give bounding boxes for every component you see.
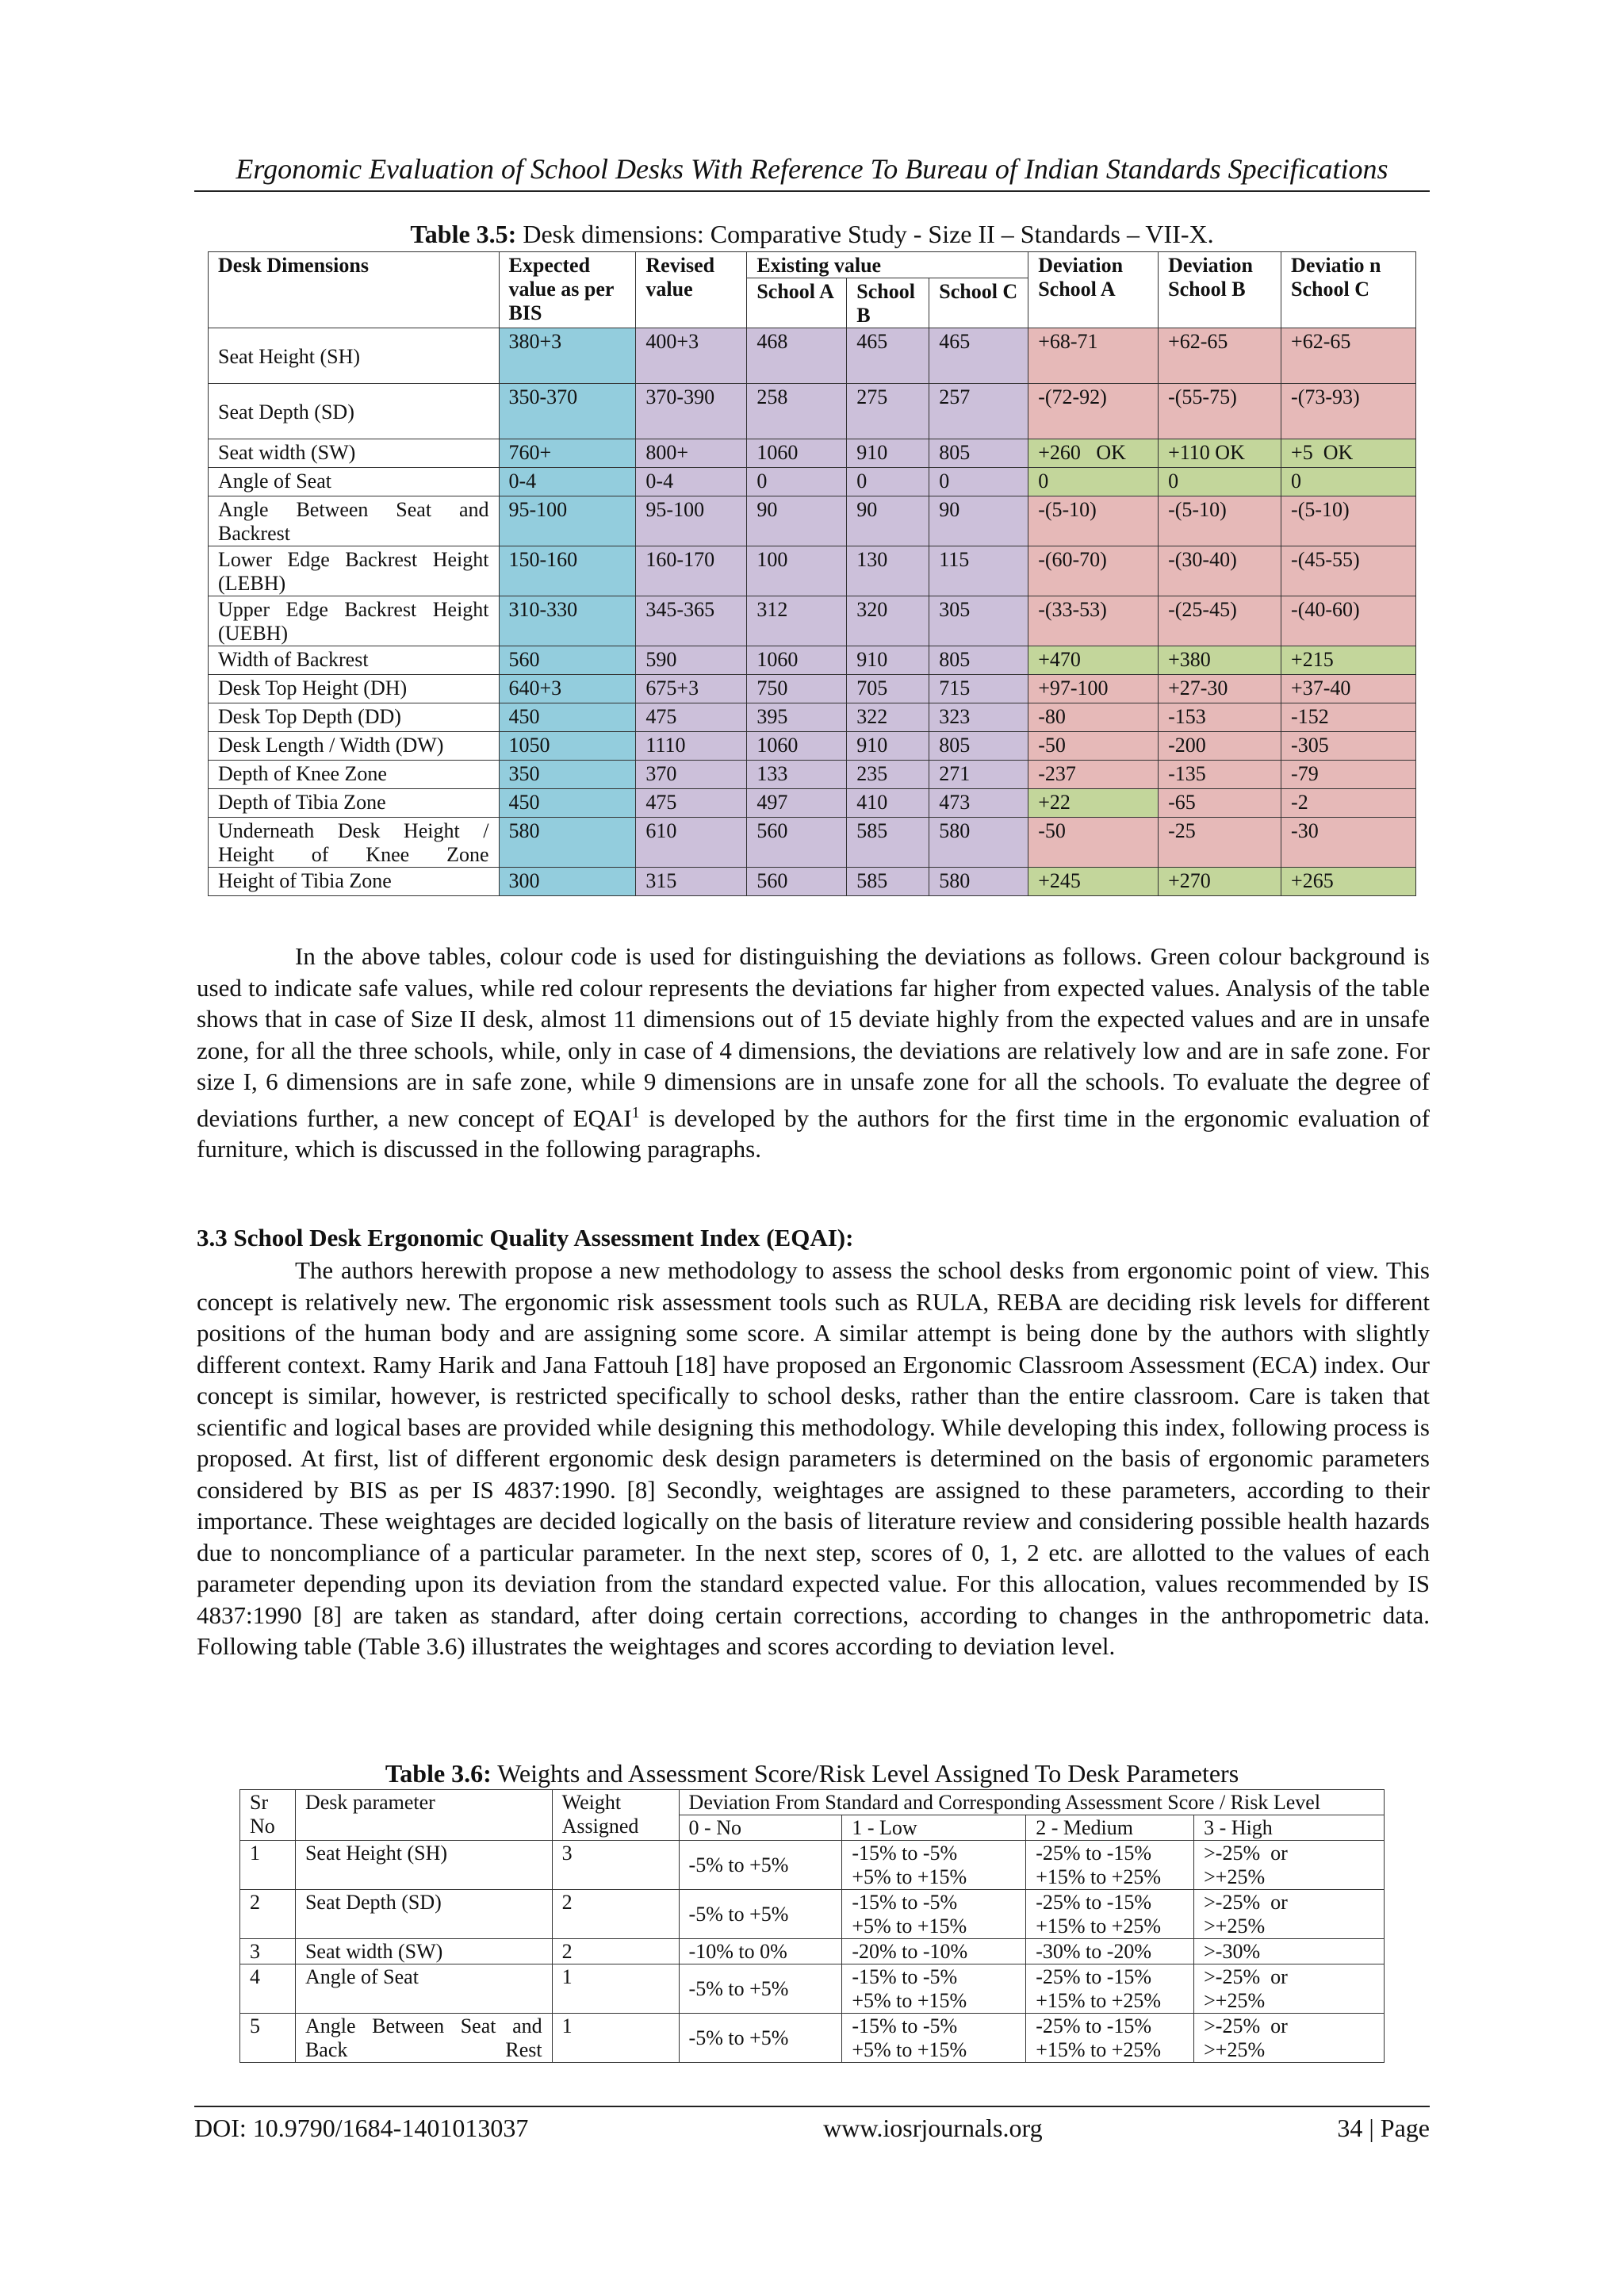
header-dimension: Desk Dimensions — [209, 252, 500, 328]
cell-expected: 760+ — [499, 439, 636, 468]
cell-deviation: +27-30 — [1159, 675, 1281, 703]
header-deviation: Deviation From Standard and Corresponding Assessment Score / Risk Level — [679, 1790, 1384, 1815]
header-school-a: School A — [747, 278, 847, 328]
para1-text-a: In the above tables, colour code is used for distinguishing the deviations as follows. Green colour background is used to indicate safe values, while red colour represents the deviations far higher from expected values. Analysis of the table shows that in case of Size II desk, almost 11 dimensions out of 15 deviate highly from the expected values and are in unsafe zone, for all the three schools, while, only in case of 4 dimensions, the deviations are relatively low and are in safe zone. For size I, 6 dimensions are in safe zone, while 9 dimensions are in unsafe zone for all the schools. To evaluate the degree of deviations further, a new concept of EQAI — [197, 942, 1430, 1132]
cell-school-c: 271 — [929, 761, 1028, 789]
table-row — [209, 468, 1416, 496]
cell-deviation: -80 — [1028, 703, 1159, 732]
cell-level-2-line-1: -25% to -15% — [1036, 1842, 1152, 1865]
cell-deviation: -(30-40) — [1159, 546, 1281, 596]
cell-revised: 610 — [636, 818, 747, 868]
cell-dimension: Desk Length / Width (DW) — [209, 732, 500, 761]
cell-school-b: 130 — [847, 546, 929, 596]
table-row — [209, 384, 1416, 439]
header-param: Desk parameter — [295, 1790, 552, 1841]
cell-revised: 315 — [636, 868, 747, 896]
cell-level-0: -5% to +5% — [679, 2014, 842, 2063]
table-row — [209, 761, 1416, 789]
cell-school-b: 585 — [847, 868, 929, 896]
cell-level-2 — [1026, 1964, 1194, 2014]
cell-level-2-line-2: +15% to +25% — [1036, 2038, 1162, 2061]
cell-weight: 2 — [552, 1890, 679, 1939]
cell-sr: 5 — [240, 2014, 296, 2063]
table36-row — [240, 2014, 1385, 2063]
cell-level-3-line-2: >+25% — [1204, 1865, 1266, 1888]
cell-level-3-line-2: >+25% — [1204, 2038, 1266, 2061]
cell-school-b: 235 — [847, 761, 929, 789]
cell-level-2-line-1: -25% to -15% — [1036, 1965, 1152, 1988]
para2-text: The authors herewith propose a new methodology to assess the school desks from ergonomic point of view. This concept is relatively new. The ergonomic risk assessment tools such as RULA, REBA are deciding risk levels for different positions of the human body and are assigning some score. A similar attempt is being done by the authors with slightly different context. Ramy Harik and Jana Fattouh [18] have proposed an Ergonomic Classroom Assessment (ECA) index. Our concept is similar, however, is restricted specifically to school desks, rather than the entire classroom. Care is taken that scientific and logical bases are provided while designing this methodology. While developing this index, following process is proposed. At first, list of different ergonomic desk design parameters is determined on the basis of ergonomic parameters considered by BIS as per IS 4837:1990. [8] Secondly, weightages are assigned to these parameters, according to their importance. These weightages are decided logically on the basis of literature review and considering possible health hazards due to noncompliance of a particular parameter. In the next step, scores of 0, 1, 2 etc. are allotted to the values of each parameter depending upon its deviation from the standard expected value. For this allocation, values recommended by IS 4837:1990 [8] are taken as standard, after doing certain corrections, according to changes in the anthropometric data. Following table (Table 3.6) illustrates the weightages and scores according to deviation level. — [197, 1256, 1430, 1660]
cell-param: Seat width (SW) — [295, 1939, 552, 1964]
cell-level-1 — [842, 1841, 1026, 1890]
cell-school-b: 910 — [847, 439, 929, 468]
cell-revised: 475 — [636, 703, 747, 732]
header-revised: Revised value — [636, 252, 747, 328]
cell-revised: 590 — [636, 646, 747, 675]
cell-deviation: -(40-60) — [1281, 596, 1416, 646]
cell-deviation: 0 — [1159, 468, 1281, 496]
footer-doi: DOI: 10.9790/1684-1401013037 — [194, 2114, 529, 2142]
cell-level-1 — [842, 1890, 1026, 1939]
cell-deviation: -(5-10) — [1159, 496, 1281, 546]
cell-revised: 160-170 — [636, 546, 747, 596]
caption-title-36: Weights and Assessment Score/Risk Level Assigned To Desk Parameters — [491, 1759, 1239, 1788]
table-row — [209, 546, 1416, 596]
cell-deviation: -(72-92) — [1028, 384, 1159, 439]
header-level-2: 2 - Medium — [1026, 1815, 1194, 1841]
cell-sr: 4 — [240, 1964, 296, 2014]
cell-weight: 2 — [552, 1939, 679, 1964]
cell-school-b: 585 — [847, 818, 929, 868]
table-3-6 — [239, 1789, 1385, 2063]
cell-deviation: +37-40 — [1281, 675, 1416, 703]
cell-deviation: -50 — [1028, 732, 1159, 761]
caption-label-36: Table 3.6: — [385, 1759, 492, 1788]
cell-revised: 370 — [636, 761, 747, 789]
cell-school-c: 805 — [929, 732, 1028, 761]
cell-school-b: 320 — [847, 596, 929, 646]
cell-dimension: Height of Tibia Zone — [209, 868, 500, 896]
table-row — [209, 328, 1416, 384]
table-header-row — [209, 252, 1416, 278]
cell-level-1 — [842, 1964, 1026, 2014]
cell-deviation: -50 — [1028, 818, 1159, 868]
cell-deviation: 0 — [1028, 468, 1159, 496]
cell-expected: 350 — [499, 761, 636, 789]
cell-school-a: 560 — [747, 818, 847, 868]
cell-level-3-line-1: >-25% or — [1204, 2014, 1288, 2037]
cell-level-1-line-2: +5% to +15% — [852, 1915, 967, 1938]
cell-deviation: -(33-53) — [1028, 596, 1159, 646]
running-head: Ergonomic Evaluation of School Desks With Reference To Bureau of Indian Standards Specifications — [194, 152, 1430, 192]
cell-school-c: 257 — [929, 384, 1028, 439]
table-row — [209, 675, 1416, 703]
cell-school-a: 90 — [747, 496, 847, 546]
cell-level-3-line-1: >-25% or — [1204, 1965, 1288, 1988]
header-existing: Existing value — [747, 252, 1028, 278]
table-3-5 — [208, 251, 1416, 896]
cell-deviation: +62-65 — [1281, 328, 1416, 384]
cell-dimension: Lower Edge Backrest Height (LEBH) — [209, 546, 500, 596]
cell-school-c: 580 — [929, 818, 1028, 868]
cell-dimension: Seat Height (SH) — [209, 328, 500, 384]
header-sr: Sr No — [240, 1790, 296, 1841]
table36-row — [240, 1964, 1385, 2014]
cell-param: Angle Between Seat and Back Rest — [295, 2014, 552, 2063]
cell-deviation: +5 OK — [1281, 439, 1416, 468]
footnote-mark: 1 — [631, 1103, 640, 1121]
table-row — [209, 496, 1416, 546]
cell-school-a: 395 — [747, 703, 847, 732]
cell-school-a: 312 — [747, 596, 847, 646]
cell-level-3-line-2: >+25% — [1204, 1989, 1266, 2012]
cell-dimension: Depth of Knee Zone — [209, 761, 500, 789]
table36-header-row — [240, 1790, 1385, 1815]
cell-school-b: 465 — [847, 328, 929, 384]
cell-weight: 1 — [552, 1964, 679, 2014]
cell-level-2-line-1: -25% to -15% — [1036, 1891, 1152, 1914]
table-row — [209, 703, 1416, 732]
cell-deviation: -135 — [1159, 761, 1281, 789]
cell-deviation: -(25-45) — [1159, 596, 1281, 646]
cell-deviation: -2 — [1281, 789, 1416, 818]
cell-level-3 — [1194, 1939, 1385, 1964]
cell-school-c: 0 — [929, 468, 1028, 496]
cell-deviation: 0 — [1281, 468, 1416, 496]
cell-deviation: -65 — [1159, 789, 1281, 818]
cell-deviation: +97-100 — [1028, 675, 1159, 703]
cell-school-b: 322 — [847, 703, 929, 732]
header-deviation-a: Deviation School A — [1028, 252, 1159, 328]
header-weight: Weight Assigned — [552, 1790, 679, 1841]
cell-expected: 1050 — [499, 732, 636, 761]
header-expected: Expected value as per BIS — [499, 252, 636, 328]
footer-site: www.iosrjournals.org — [823, 2114, 1043, 2142]
table-3-6-caption — [0, 1759, 1624, 1788]
cell-revised: 345-365 — [636, 596, 747, 646]
cell-deviation: +270 — [1159, 868, 1281, 896]
caption-label: Table 3.5: — [410, 220, 517, 248]
cell-deviation: -(55-75) — [1159, 384, 1281, 439]
cell-level-3-line-1: >-30% — [1204, 1940, 1261, 1963]
cell-level-2-line-1: -30% to -20% — [1036, 1940, 1152, 1963]
table-row — [209, 868, 1416, 896]
cell-level-3-line-1: >-25% or — [1204, 1891, 1288, 1914]
cell-revised: 675+3 — [636, 675, 747, 703]
header-deviation-c: Deviatio n School C — [1281, 252, 1416, 328]
cell-revised: 400+3 — [636, 328, 747, 384]
table-row — [209, 439, 1416, 468]
cell-deviation: -152 — [1281, 703, 1416, 732]
cell-sr: 1 — [240, 1841, 296, 1890]
para1-text-b: is developed by the authors for the first time in the ergonomic evaluation of furniture, which is discussed in the following paragraphs. — [197, 1103, 1430, 1163]
cell-param: Seat Height (SH) — [295, 1841, 552, 1890]
cell-dimension: Angle of Seat — [209, 468, 500, 496]
cell-level-1 — [842, 2014, 1026, 2063]
cell-level-1-line-2: +5% to +15% — [852, 1989, 967, 2012]
cell-school-c: 465 — [929, 328, 1028, 384]
cell-expected: 150-160 — [499, 546, 636, 596]
cell-dimension: Underneath Desk Height / Height of Knee Zone — [209, 818, 500, 868]
cell-expected: 350-370 — [499, 384, 636, 439]
cell-expected: 450 — [499, 703, 636, 732]
cell-deviation: -30 — [1281, 818, 1416, 868]
cell-level-2-line-1: -25% to -15% — [1036, 2014, 1152, 2037]
header-school-b: School B — [847, 278, 929, 328]
cell-school-a: 0 — [747, 468, 847, 496]
cell-school-c: 580 — [929, 868, 1028, 896]
cell-school-b: 90 — [847, 496, 929, 546]
cell-level-1-line-2: +5% to +15% — [852, 2038, 967, 2061]
cell-level-1 — [842, 1939, 1026, 1964]
cell-level-2-line-2: +15% to +25% — [1036, 1989, 1162, 2012]
cell-school-a: 497 — [747, 789, 847, 818]
cell-level-0: -5% to +5% — [679, 1841, 842, 1890]
cell-school-a: 133 — [747, 761, 847, 789]
cell-param: Angle of Seat — [295, 1964, 552, 2014]
header-deviation-b: Deviation School B — [1159, 252, 1281, 328]
cell-deviation: -(73-93) — [1281, 384, 1416, 439]
cell-deviation: -(45-55) — [1281, 546, 1416, 596]
table36-row — [240, 1890, 1385, 1939]
cell-level-2 — [1026, 1939, 1194, 1964]
cell-school-a: 100 — [747, 546, 847, 596]
header-school-c: School C — [929, 278, 1028, 328]
cell-deviation: +380 — [1159, 646, 1281, 675]
cell-revised: 475 — [636, 789, 747, 818]
table-row — [209, 646, 1416, 675]
header-level-3: 3 - High — [1194, 1815, 1385, 1841]
cell-deviation: +110 OK — [1159, 439, 1281, 468]
cell-deviation: -305 — [1281, 732, 1416, 761]
cell-level-3-line-2: >+25% — [1204, 1915, 1266, 1938]
cell-dimension: Width of Backrest — [209, 646, 500, 675]
table-row — [209, 596, 1416, 646]
cell-expected: 380+3 — [499, 328, 636, 384]
table-row — [209, 789, 1416, 818]
cell-expected: 560 — [499, 646, 636, 675]
table36-row — [240, 1841, 1385, 1890]
cell-dimension: Angle Between Seat and Backrest — [209, 496, 500, 546]
cell-level-2 — [1026, 1890, 1194, 1939]
cell-school-b: 910 — [847, 732, 929, 761]
table-3-5-caption — [0, 220, 1624, 248]
cell-school-a: 750 — [747, 675, 847, 703]
cell-expected: 95-100 — [499, 496, 636, 546]
cell-level-1-line-1: -15% to -5% — [852, 1965, 958, 1988]
cell-school-a: 1060 — [747, 439, 847, 468]
cell-level-1-line-1: -15% to -5% — [852, 1842, 958, 1865]
cell-school-c: 805 — [929, 439, 1028, 468]
paragraph-colour-code — [197, 941, 1430, 1165]
cell-level-3 — [1194, 1964, 1385, 2014]
table-row — [209, 732, 1416, 761]
cell-deviation: -153 — [1159, 703, 1281, 732]
header-level-0: 0 - No — [679, 1815, 842, 1841]
cell-level-3 — [1194, 2014, 1385, 2063]
cell-level-2-line-2: +15% to +25% — [1036, 1865, 1162, 1888]
paragraph-eqai — [197, 1255, 1430, 1662]
cell-deviation: +245 — [1028, 868, 1159, 896]
cell-expected: 580 — [499, 818, 636, 868]
cell-deviation: -79 — [1281, 761, 1416, 789]
cell-revised: 370-390 — [636, 384, 747, 439]
cell-school-a: 1060 — [747, 646, 847, 675]
cell-school-a: 1060 — [747, 732, 847, 761]
cell-school-a: 468 — [747, 328, 847, 384]
cell-school-b: 705 — [847, 675, 929, 703]
cell-school-c: 323 — [929, 703, 1028, 732]
cell-deviation: -(60-70) — [1028, 546, 1159, 596]
cell-school-a: 258 — [747, 384, 847, 439]
cell-level-2 — [1026, 2014, 1194, 2063]
cell-revised: 0-4 — [636, 468, 747, 496]
cell-dimension: Seat width (SW) — [209, 439, 500, 468]
footer-page: 34 | Page — [1337, 2114, 1430, 2142]
cell-level-3-line-1: >-25% or — [1204, 1842, 1288, 1865]
cell-school-c: 305 — [929, 596, 1028, 646]
cell-school-a: 560 — [747, 868, 847, 896]
cell-expected: 300 — [499, 868, 636, 896]
cell-level-2 — [1026, 1841, 1194, 1890]
cell-deviation: +265 — [1281, 868, 1416, 896]
cell-school-c: 715 — [929, 675, 1028, 703]
cell-school-b: 275 — [847, 384, 929, 439]
cell-revised: 1110 — [636, 732, 747, 761]
cell-deviation: -237 — [1028, 761, 1159, 789]
cell-deviation: -(5-10) — [1028, 496, 1159, 546]
cell-school-b: 910 — [847, 646, 929, 675]
cell-level-3 — [1194, 1841, 1385, 1890]
cell-deviation: +470 — [1028, 646, 1159, 675]
cell-deviation: -25 — [1159, 818, 1281, 868]
cell-deviation: +68-71 — [1028, 328, 1159, 384]
cell-level-0: -10% to 0% — [679, 1939, 842, 1964]
cell-level-2-line-2: +15% to +25% — [1036, 1915, 1162, 1938]
cell-param: Seat Depth (SD) — [295, 1890, 552, 1939]
cell-deviation: +260 OK — [1028, 439, 1159, 468]
cell-expected: 310-330 — [499, 596, 636, 646]
cell-dimension: Desk Top Depth (DD) — [209, 703, 500, 732]
cell-dimension: Seat Depth (SD) — [209, 384, 500, 439]
cell-deviation: -(5-10) — [1281, 496, 1416, 546]
cell-revised: 95-100 — [636, 496, 747, 546]
header-level-1: 1 - Low — [842, 1815, 1026, 1841]
cell-level-1-line-1: -15% to -5% — [852, 2014, 958, 2037]
cell-expected: 640+3 — [499, 675, 636, 703]
cell-dimension: Depth of Tibia Zone — [209, 789, 500, 818]
cell-deviation: +62-65 — [1159, 328, 1281, 384]
cell-expected: 0-4 — [499, 468, 636, 496]
cell-level-1-line-2: +5% to +15% — [852, 1865, 967, 1888]
cell-weight: 3 — [552, 1841, 679, 1890]
cell-sr: 2 — [240, 1890, 296, 1939]
cell-deviation: +22 — [1028, 789, 1159, 818]
cell-deviation: +215 — [1281, 646, 1416, 675]
cell-level-0: -5% to +5% — [679, 1964, 842, 2014]
cell-school-c: 473 — [929, 789, 1028, 818]
cell-school-b: 0 — [847, 468, 929, 496]
cell-level-3 — [1194, 1890, 1385, 1939]
cell-school-c: 90 — [929, 496, 1028, 546]
section-heading: 3.3 School Desk Ergonomic Quality Assessment Index (EQAI): — [197, 1224, 854, 1251]
table-row — [209, 818, 1416, 868]
cell-dimension: Desk Top Height (DH) — [209, 675, 500, 703]
cell-revised: 800+ — [636, 439, 747, 468]
cell-dimension: Upper Edge Backrest Height (UEBH) — [209, 596, 500, 646]
cell-expected: 450 — [499, 789, 636, 818]
cell-sr: 3 — [240, 1939, 296, 1964]
table36-row — [240, 1939, 1385, 1964]
page-footer — [194, 2106, 1430, 2143]
cell-school-c: 115 — [929, 546, 1028, 596]
cell-level-1-line-1: -20% to -10% — [852, 1940, 968, 1963]
cell-school-b: 410 — [847, 789, 929, 818]
caption-title: Desk dimensions: Comparative Study - Size II – Standards – VII-X. — [516, 220, 1214, 248]
cell-school-c: 805 — [929, 646, 1028, 675]
cell-weight: 1 — [552, 2014, 679, 2063]
cell-level-1-line-1: -15% to -5% — [852, 1891, 958, 1914]
cell-level-0: -5% to +5% — [679, 1890, 842, 1939]
cell-deviation: -200 — [1159, 732, 1281, 761]
